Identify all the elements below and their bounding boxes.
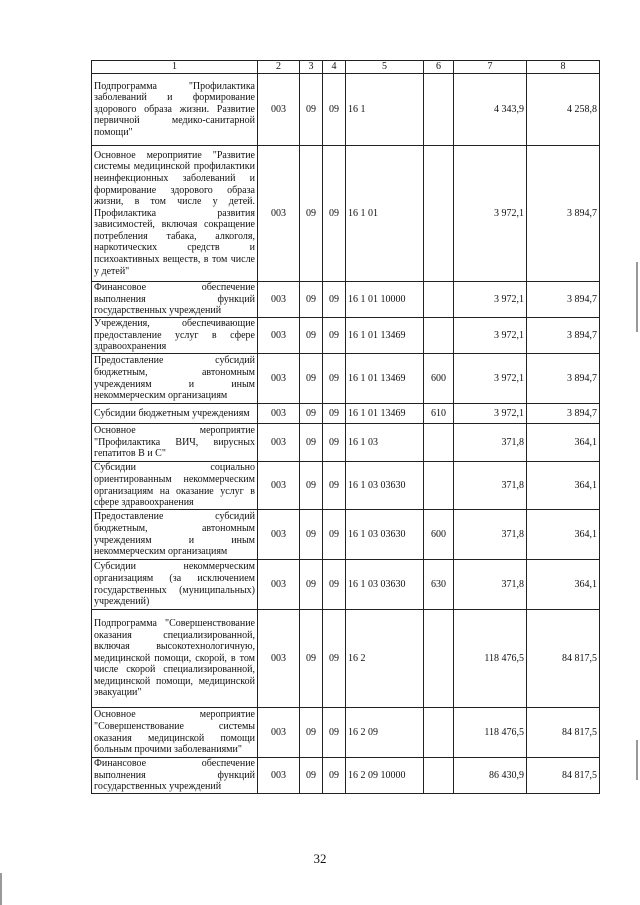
cell-c5: 16 1 03 03630 [346,462,424,510]
cell-c4: 09 [323,610,346,708]
cell-c3: 09 [300,146,323,282]
cell-c7: 3 972,1 [454,354,527,404]
cell-c7: 3 972,1 [454,146,527,282]
cell-c3: 09 [300,560,323,610]
cell-c6: 630 [424,560,454,610]
cell-c4: 09 [323,708,346,758]
edge-mark [0,873,2,905]
cell-c2: 003 [258,560,300,610]
cell-c7: 118 476,5 [454,610,527,708]
cell-c8: 3 894,7 [527,404,600,424]
cell-c6 [424,146,454,282]
cell-c2: 003 [258,510,300,560]
cell-c8: 364,1 [527,424,600,462]
cell-c5: 16 1 01 13469 [346,354,424,404]
row-name-cell: Основное мероприятие "Профилактика ВИЧ, вирусных гепатитов В и С" [92,424,258,462]
row-name-cell: Субсидии социально ориентированным некоммерческим организациям на оказание услуг в сфере здравоохранения [92,462,258,510]
cell-c4: 09 [323,758,346,794]
cell-c5: 16 2 09 [346,708,424,758]
cell-c2: 003 [258,74,300,146]
edge-mark [636,262,638,332]
cell-c7: 371,8 [454,510,527,560]
cell-c4: 09 [323,146,346,282]
table-row [92,424,600,462]
cell-c6 [424,74,454,146]
header-cell: 4 [323,61,346,74]
cell-c3: 09 [300,74,323,146]
header-cell: 5 [346,61,424,74]
row-name-cell: Предоставление субсидий бюджетным, автономным учреждениям и иным некоммерческим организациям [92,354,258,404]
cell-c3: 09 [300,318,323,354]
cell-c2: 003 [258,758,300,794]
cell-c8: 364,1 [527,510,600,560]
cell-c5: 16 2 [346,610,424,708]
cell-c7: 4 343,9 [454,74,527,146]
table-row [92,318,600,354]
cell-c4: 09 [323,424,346,462]
page-number: 32 [313,851,327,866]
cell-c8: 84 817,5 [527,610,600,708]
cell-c6 [424,424,454,462]
cell-c4: 09 [323,74,346,146]
cell-c4: 09 [323,354,346,404]
cell-c5: 16 1 01 13469 [346,404,424,424]
cell-c3: 09 [300,462,323,510]
cell-c8: 3 894,7 [527,318,600,354]
cell-c5: 16 2 09 10000 [346,758,424,794]
cell-c7: 3 972,1 [454,404,527,424]
header-cell: 1 [92,61,258,74]
cell-c7: 86 430,9 [454,758,527,794]
cell-c2: 003 [258,708,300,758]
header-cell: 8 [527,61,600,74]
cell-c8: 84 817,5 [527,708,600,758]
cell-c5: 16 1 [346,74,424,146]
cell-c2: 003 [258,610,300,708]
row-name-cell: Субсидии бюджетным учреждениям [92,404,258,424]
cell-c8: 3 894,7 [527,354,600,404]
table-row [92,74,600,146]
cell-c8: 3 894,7 [527,282,600,318]
table-row [92,462,600,510]
cell-c3: 09 [300,610,323,708]
edge-mark [636,740,638,780]
cell-c5: 16 1 01 10000 [346,282,424,318]
cell-c2: 003 [258,318,300,354]
cell-c6: 610 [424,404,454,424]
header-cell: 2 [258,61,300,74]
row-name-cell: Основное мероприятие "Совершенствование системы оказания медицинской помощи больным прочими заболеваниями" [92,708,258,758]
budget-table [91,60,600,794]
cell-c3: 09 [300,708,323,758]
cell-c3: 09 [300,282,323,318]
cell-c6 [424,708,454,758]
cell-c6 [424,318,454,354]
cell-c4: 09 [323,560,346,610]
cell-c4: 09 [323,318,346,354]
row-name-cell: Субсидии некоммерческим организациям (за исключением государственных (муниципальных) учреждений) [92,560,258,610]
header-cell: 7 [454,61,527,74]
table-row [92,354,600,404]
row-name-cell: Подпрограмма "Профилактика заболеваний и формирование здорового образа жизни. Развитие первичной медико-санитарной помощи" [92,74,258,146]
cell-c4: 09 [323,510,346,560]
cell-c8: 3 894,7 [527,146,600,282]
cell-c5: 16 1 03 03630 [346,560,424,610]
header-cell: 6 [424,61,454,74]
row-name-cell: Предоставление субсидий бюджетным, автономным учреждениям и иным некоммерческим организациям [92,510,258,560]
cell-c2: 003 [258,404,300,424]
cell-c3: 09 [300,424,323,462]
cell-c2: 003 [258,282,300,318]
cell-c3: 09 [300,758,323,794]
table-row [92,708,600,758]
cell-c7: 371,8 [454,560,527,610]
cell-c8: 364,1 [527,462,600,510]
row-name-cell: Подпрограмма "Совершенствование оказания специализированной, включая высокотехнологичную, медицинской помощи, скорой, в том числе скорой специализированной, медицинской помощи, медицинской эвакуации" [92,610,258,708]
cell-c2: 003 [258,424,300,462]
table-body [92,74,600,794]
cell-c3: 09 [300,354,323,404]
row-name-cell: Финансовое обеспечение выполнения функций государственных учреждений [92,758,258,794]
cell-c6: 600 [424,510,454,560]
header-cell: 3 [300,61,323,74]
cell-c6 [424,758,454,794]
table-row [92,404,600,424]
table-row [92,758,600,794]
cell-c7: 3 972,1 [454,318,527,354]
row-name-cell: Финансовое обеспечение выполнения функций государственных учреждений [92,282,258,318]
table-row [92,146,600,282]
cell-c2: 003 [258,462,300,510]
cell-c7: 118 476,5 [454,708,527,758]
cell-c3: 09 [300,510,323,560]
cell-c5: 16 1 01 [346,146,424,282]
cell-c7: 371,8 [454,462,527,510]
cell-c5: 16 1 01 13469 [346,318,424,354]
cell-c6 [424,462,454,510]
cell-c4: 09 [323,282,346,318]
row-name-cell: Учреждения, обеспечивающие предоставление услуг в сфере здравоохранения [92,318,258,354]
cell-c5: 16 1 03 03630 [346,510,424,560]
cell-c7: 3 972,1 [454,282,527,318]
table-row [92,282,600,318]
table-row [92,510,600,560]
cell-c3: 09 [300,404,323,424]
cell-c2: 003 [258,146,300,282]
cell-c4: 09 [323,404,346,424]
cell-c8: 364,1 [527,560,600,610]
table-row [92,610,600,708]
cell-c8: 4 258,8 [527,74,600,146]
cell-c6: 600 [424,354,454,404]
cell-c7: 371,8 [454,424,527,462]
header-row [92,61,600,74]
row-name-cell: Основное мероприятие "Развитие системы медицинской профилактики неинфекционных заболеваний и формирование здорового образа жизни, в том числе у детей. Профилактика развития зависимостей, включая сокращение потребления табака, алкоголя, наркотических средств и психоактивных веществ, в том числе у детей" [92,146,258,282]
cell-c6 [424,282,454,318]
cell-c6 [424,610,454,708]
cell-c5: 16 1 03 [346,424,424,462]
table-row [92,560,600,610]
cell-c4: 09 [323,462,346,510]
cell-c2: 003 [258,354,300,404]
cell-c8: 84 817,5 [527,758,600,794]
